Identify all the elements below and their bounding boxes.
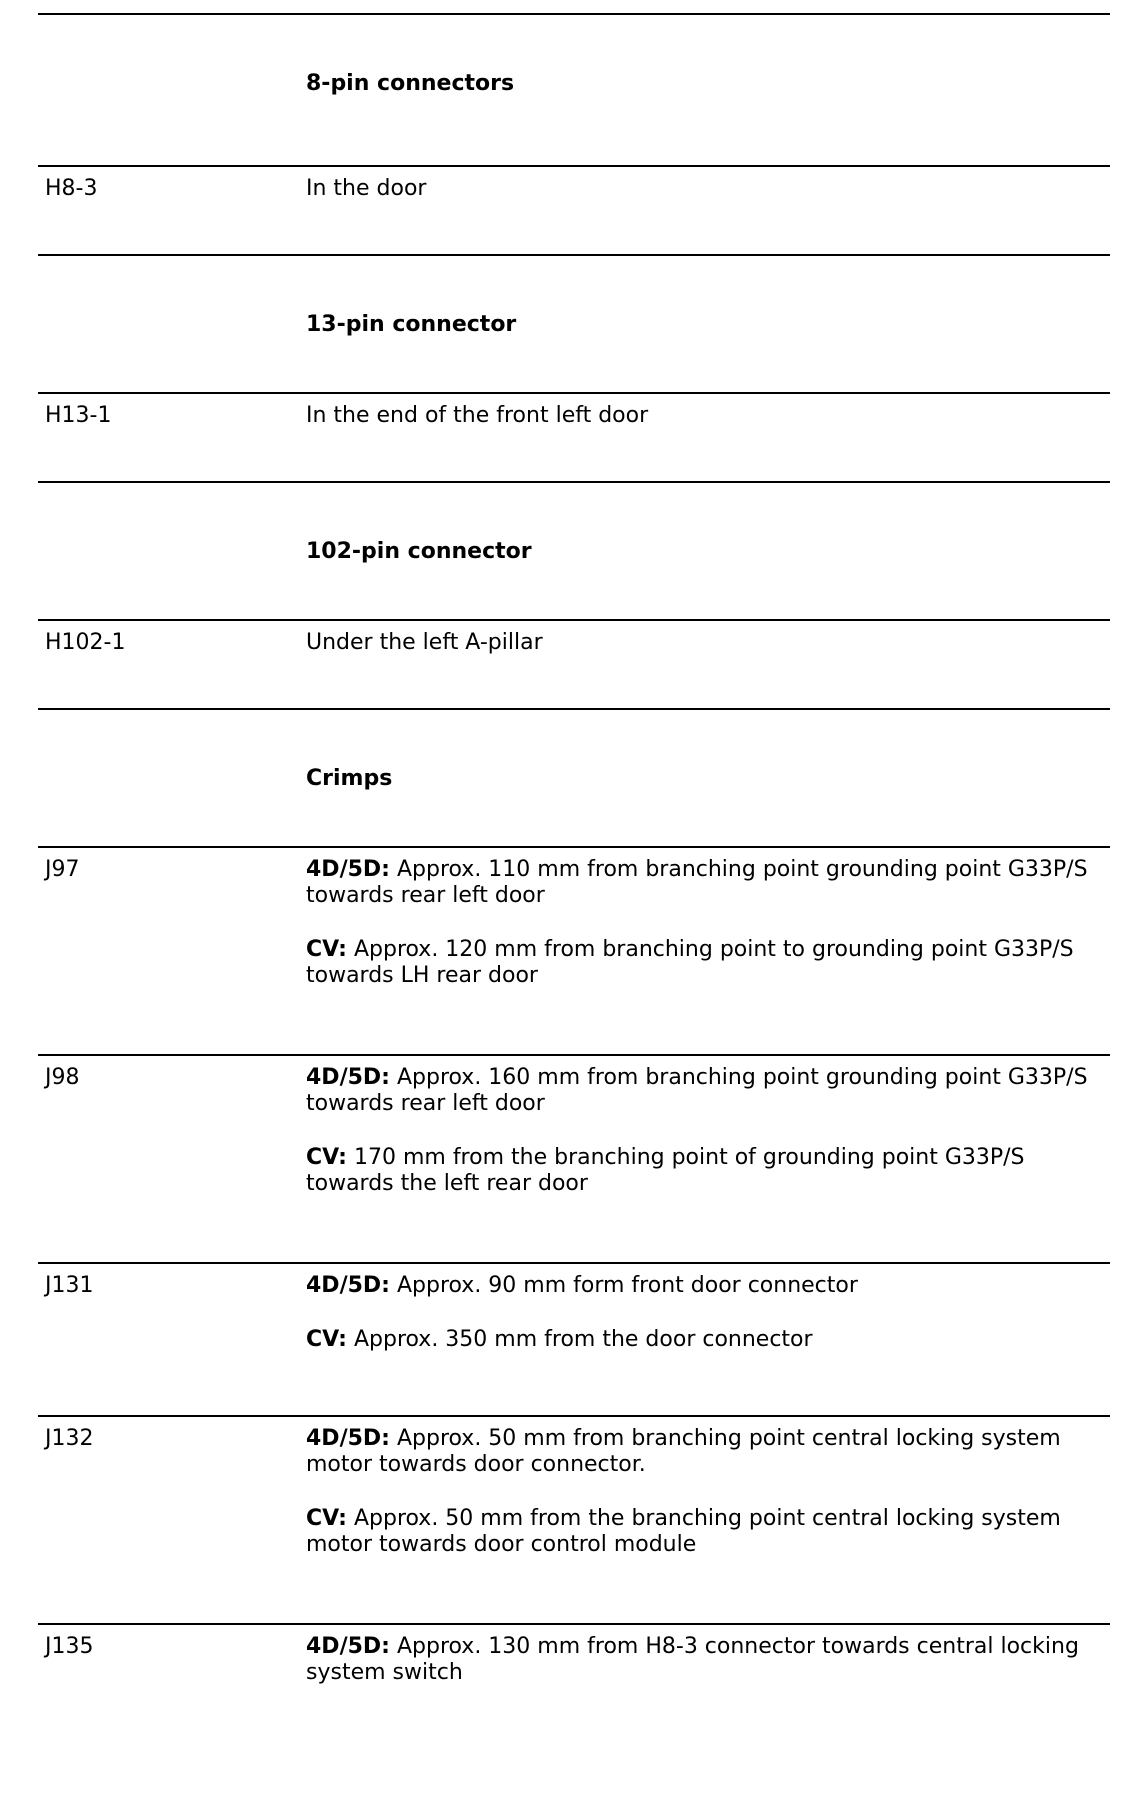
description-text: Approx. 110 mm from branching point grounding point G33P/S towards rear left door: [306, 857, 1088, 908]
description-text: Approx. 50 mm from branching point central locking system motor towards door connector.: [306, 1426, 1061, 1477]
description-line: [306, 1065, 1106, 1117]
description-text: Approx. 130 mm from H8-3 connector towards central locking system switch: [306, 1634, 1079, 1685]
description-text: Approx. 350 mm from the door connector: [346, 1327, 813, 1352]
connector-code: H13-1: [45, 403, 112, 428]
table-row: [38, 1054, 1110, 1262]
section-title: Crimps: [306, 766, 393, 791]
location-description: [306, 1634, 1106, 1686]
description-text: 170 mm from the branching point of grounding point G33P/S towards the left rear door: [306, 1145, 1025, 1196]
variant-label: CV:: [306, 937, 347, 962]
description-line: [306, 1634, 1106, 1686]
description-line: [306, 176, 1106, 202]
location-description: [306, 1426, 1106, 1558]
connector-code: J97: [45, 857, 80, 882]
location-description: [306, 176, 1106, 202]
section-title: 102-pin connector: [306, 539, 532, 564]
variant-label: CV:: [306, 1145, 347, 1170]
description-line: [306, 857, 1106, 909]
description-line: [306, 1426, 1106, 1478]
table-row: [38, 1415, 1110, 1623]
table-row: [38, 846, 1110, 1054]
section-title: 13-pin connector: [306, 312, 517, 337]
description-text: In the door: [306, 176, 427, 201]
variant-label: 4D/5D:: [306, 1273, 390, 1298]
variant-label: 4D/5D:: [306, 857, 390, 882]
connector-code: H8-3: [45, 176, 98, 201]
table-row: [38, 165, 1110, 254]
description-line: [306, 1327, 1106, 1353]
connector-code: H102-1: [45, 630, 126, 655]
location-description: [306, 1273, 1106, 1353]
table-row: [38, 1623, 1110, 1705]
description-line: [306, 1506, 1106, 1558]
table-row: [38, 392, 1110, 481]
connector-code: J135: [45, 1634, 94, 1659]
section-header-row: [38, 13, 1110, 165]
description-text: Under the left A-pillar: [306, 630, 543, 655]
description-line: [306, 1145, 1106, 1197]
connector-code: J98: [45, 1065, 80, 1090]
connector-code: J131: [45, 1273, 94, 1298]
table-row: [38, 1262, 1110, 1415]
section-header-row: [38, 708, 1110, 846]
section-header-row: [38, 254, 1110, 392]
description-text: Approx. 120 mm from branching point to grounding point G33P/S towards LH rear door: [306, 937, 1074, 988]
description-line: [306, 403, 1106, 429]
location-description: [306, 403, 1106, 429]
location-description: [306, 1065, 1106, 1197]
section-header-row: [38, 481, 1110, 619]
variant-label: 4D/5D:: [306, 1065, 390, 1090]
location-description: [306, 630, 1106, 656]
description-text: Approx. 160 mm from branching point grounding point G33P/S towards rear left door: [306, 1065, 1088, 1116]
description-line: [306, 630, 1106, 656]
description-text: Approx. 90 mm form front door connector: [389, 1273, 858, 1298]
location-description: [306, 857, 1106, 989]
description-text: In the end of the front left door: [306, 403, 649, 428]
connector-table: [38, 0, 1110, 1705]
section-title: 8-pin connectors: [306, 71, 515, 96]
variant-label: CV:: [306, 1327, 347, 1352]
variant-label: 4D/5D:: [306, 1634, 390, 1659]
description-line: [306, 1273, 1106, 1299]
description-text: Approx. 50 mm from the branching point central locking system motor towards door control module: [306, 1506, 1061, 1557]
variant-label: 4D/5D:: [306, 1426, 390, 1451]
connector-code: J132: [45, 1426, 94, 1451]
description-line: [306, 937, 1106, 989]
table-row: [38, 619, 1110, 708]
variant-label: CV:: [306, 1506, 347, 1531]
